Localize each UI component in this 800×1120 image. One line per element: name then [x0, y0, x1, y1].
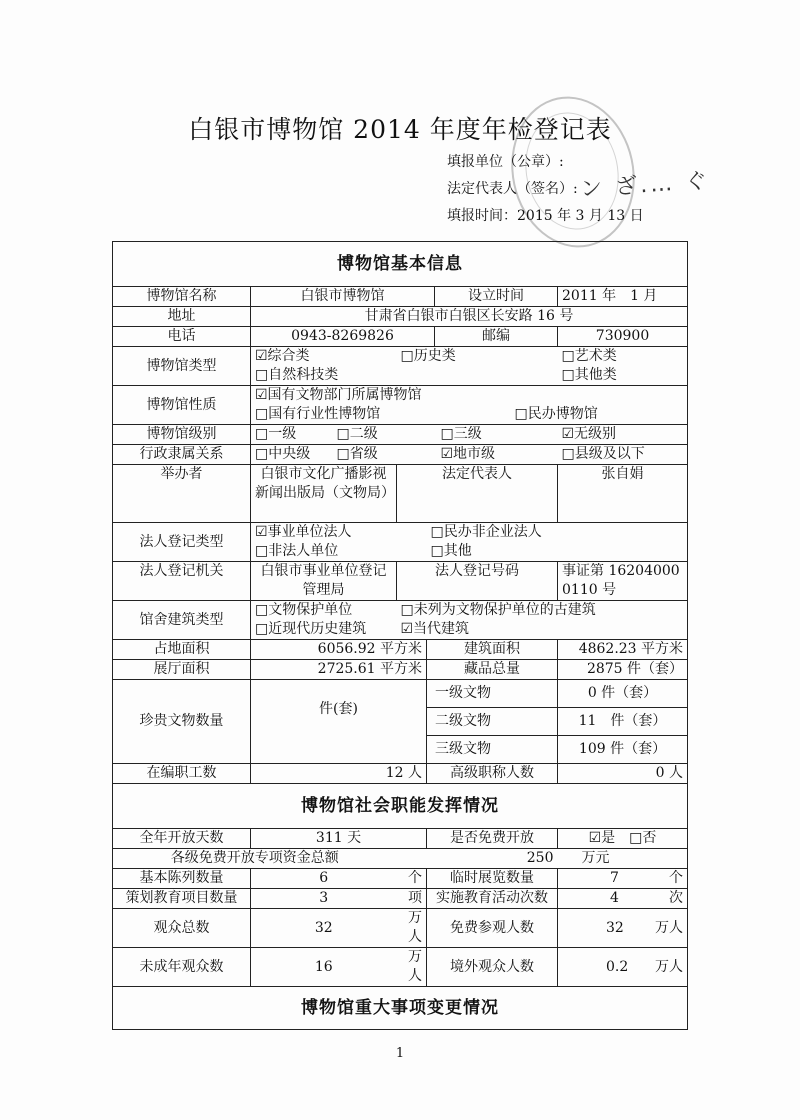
temp-exhibit-number: 7 — [610, 870, 619, 886]
nature-option-state-cultural: ☑国有文物部门所属博物馆 — [251, 386, 688, 406]
address-label: 地址 — [113, 307, 251, 327]
level-option-2: □二级 — [333, 425, 427, 445]
reg-no-label: 法人登记号码 — [397, 562, 558, 601]
staff-count-value: 12 人 — [251, 764, 427, 784]
grade1-label: 一级文物 — [427, 680, 558, 708]
phone-label: 电话 — [113, 327, 251, 347]
grade3-label: 三级文物 — [427, 736, 558, 764]
level-option-1: □一级 — [251, 425, 333, 445]
building-area-value: 4862.23 平方米 — [558, 640, 688, 660]
free-open-options — [558, 829, 688, 849]
nature-option-state-industry: □国有行业性博物馆 — [251, 405, 435, 425]
founded-label: 设立时间 — [435, 287, 558, 307]
visitors-total-label: 观众总数 — [113, 909, 251, 948]
page-number: 1 — [395, 1046, 405, 1061]
reg-type-option-private-nonprofit: □民办非企业法人 — [427, 523, 688, 543]
reg-type-label: 法人登记类型 — [113, 523, 251, 562]
admin-option-county: □县级及以下 — [558, 445, 688, 465]
basic-exhibit-value: 6 — [251, 869, 397, 889]
admin-option-central: □中央级 — [251, 445, 333, 465]
free-option-yes: ☑是 — [588, 830, 616, 846]
building-option-ancient: □未列为文物保护单位的古建筑 — [397, 601, 688, 621]
edu-activity-label: 实施教育活动次数 — [427, 889, 558, 909]
minor-visitors-label: 未成年观众数 — [113, 948, 251, 987]
level-option-3: □三级 — [427, 425, 558, 445]
minor-visitors-value: 16 — [251, 948, 397, 987]
senior-title-label: 高级职称人数 — [427, 764, 558, 784]
senior-title-value: 0 人 — [558, 764, 688, 784]
free-visitors-value — [558, 909, 688, 948]
grade2-label: 二级文物 — [427, 708, 558, 736]
admin-option-city: ☑地市级 — [427, 445, 558, 465]
type-option-comprehensive: ☑综合类 — [251, 347, 397, 367]
registration-table — [112, 241, 688, 1030]
land-area-label: 占地面积 — [113, 640, 251, 660]
open-days-value: 311 天 — [251, 829, 427, 849]
free-visitors-number: 32 — [606, 919, 624, 936]
building-type-label: 馆舍建筑类型 — [113, 601, 251, 640]
foreign-visitors-value — [558, 948, 688, 987]
free-fund-value: 250 — [397, 849, 558, 869]
section-major-changes: 博物馆重大事项变更情况 — [113, 987, 688, 1030]
hall-area-value: 2725.61 平方米 — [251, 660, 427, 680]
section-basic-info: 博物馆基本信息 — [113, 242, 688, 287]
postcode-value: 730900 — [558, 327, 688, 347]
report-date-line: 填报时间：2015 年 3 月 13 日 — [447, 208, 644, 224]
nature-option-private: □民办博物馆 — [435, 405, 688, 425]
host-value: 白银市文化广播影视新闻出版局（文物局） — [251, 465, 397, 523]
host-label: 举办者 — [113, 465, 251, 523]
legal-rep-value: 张自娟 — [558, 465, 688, 523]
foreign-visitors-label: 境外观众人数 — [427, 948, 558, 987]
museum-level-label: 博物馆级别 — [113, 425, 251, 445]
building-area-label: 建筑面积 — [427, 640, 558, 660]
edu-project-label: 策划教育项目数量 — [113, 889, 251, 909]
address-value: 甘肃省白银市白银区长安路 16 号 — [251, 307, 688, 327]
free-fund-label: 各级免费开放专项资金总额 — [113, 849, 397, 869]
founded-value: 2011 年 1 月 — [558, 287, 688, 307]
reg-type-option-non-legal: □非法人单位 — [251, 542, 427, 562]
legal-rep-label: 法定代表人 — [397, 465, 558, 523]
type-option-art: □艺术类 — [558, 347, 688, 367]
basic-exhibit-unit: 个 — [397, 869, 427, 889]
edu-project-unit: 项 — [397, 889, 427, 909]
basic-exhibit-label: 基本陈列数量 — [113, 869, 251, 889]
reg-type-option-public-institution: ☑事业单位法人 — [251, 523, 427, 543]
free-visitors-unit: 万人 — [655, 919, 684, 936]
temp-exhibit-value — [558, 869, 688, 889]
edu-activity-number: 4 — [610, 890, 619, 906]
precious-relics-value: 件(套) — [251, 680, 427, 764]
museum-type-label: 博物馆类型 — [113, 347, 251, 386]
free-visitors-label: 免费参观人数 — [427, 909, 558, 948]
building-option-protected: □文物保护单位 — [251, 601, 397, 621]
minor-visitors-unit: 万人 — [397, 948, 427, 987]
building-option-contemporary: ☑当代建筑 — [397, 620, 688, 640]
reporting-unit-line: 填报单位（公章）: — [447, 154, 564, 170]
reg-org-label: 法人登记机关 — [113, 562, 251, 601]
edu-project-value: 3 — [251, 889, 397, 909]
free-fund-unit: 万元 — [558, 849, 688, 869]
grade3-value: 109 件（套） — [558, 736, 688, 764]
museum-name-value: 白银市博物馆 — [251, 287, 435, 307]
reg-no-value: 事证第 162040000110 号 — [558, 562, 688, 601]
section-social-function: 博物馆社会职能发挥情况 — [113, 784, 688, 829]
grade1-value: 0 件（套） — [558, 680, 688, 708]
type-option-history: □历史类 — [397, 347, 558, 367]
edu-activity-value — [558, 889, 688, 909]
reg-type-option-other: □其他 — [427, 542, 688, 562]
temp-exhibit-unit: 个 — [669, 870, 684, 886]
legal-rep-signature-line: 法定代表人（签名）: — [447, 181, 578, 197]
type-option-other: □其他类 — [558, 366, 688, 386]
grade2-value: 11 件（套） — [558, 708, 688, 736]
edu-activity-unit: 次 — [669, 890, 684, 906]
reg-org-value: 白银市事业单位登记管理局 — [251, 562, 397, 601]
signature-scribble: ン ざ.… ぐ — [579, 168, 711, 203]
temp-exhibit-label: 临时展览数量 — [427, 869, 558, 889]
visitors-total-unit: 万人 — [397, 909, 427, 948]
collection-total-label: 藏品总量 — [427, 660, 558, 680]
phone-value: 0943-8269826 — [251, 327, 435, 347]
land-area-value: 6056.92 平方米 — [251, 640, 427, 660]
level-option-none: ☑无级别 — [558, 425, 688, 445]
admin-option-province: □省级 — [333, 445, 427, 465]
museum-name-label: 博物馆名称 — [113, 287, 251, 307]
building-option-modern-historic: □近现代历史建筑 — [251, 620, 397, 640]
foreign-visitors-unit: 万人 — [655, 958, 684, 975]
free-open-label: 是否免费开放 — [427, 829, 558, 849]
type-option-science: □自然科技类 — [251, 366, 558, 386]
precious-relics-label: 珍贵文物数量 — [113, 680, 251, 764]
collection-total-value: 2875 件（套） — [558, 660, 688, 680]
form-title: 白银市博物馆 2014 年度年检登记表 — [188, 115, 612, 144]
postcode-label: 邮编 — [435, 327, 558, 347]
visitors-total-value: 32 — [251, 909, 397, 948]
staff-count-label: 在编职工数 — [113, 764, 251, 784]
museum-nature-label: 博物馆性质 — [113, 386, 251, 425]
admin-affiliation-label: 行政隶属关系 — [113, 445, 251, 465]
foreign-visitors-number: 0.2 — [606, 958, 629, 975]
open-days-label: 全年开放天数 — [113, 829, 251, 849]
hall-area-label: 展厅面积 — [113, 660, 251, 680]
free-option-no: □否 — [629, 830, 657, 846]
